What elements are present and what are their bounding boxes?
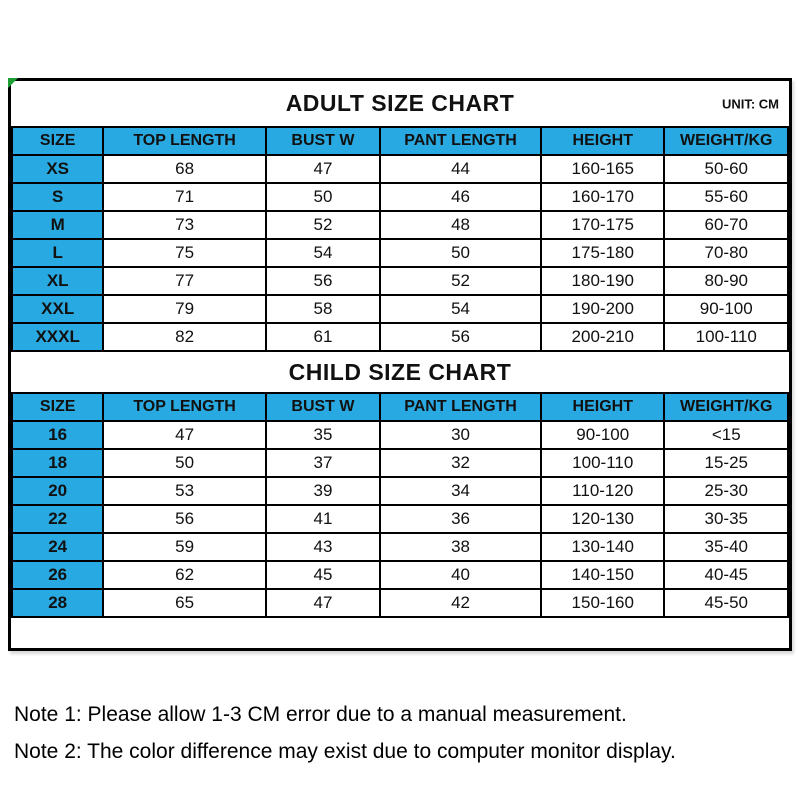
value-cell: 160-170 [541, 183, 664, 211]
value-cell: 46 [380, 183, 541, 211]
value-cell: <15 [664, 421, 788, 449]
column-header: WEIGHT/KG [664, 127, 788, 155]
table-row [12, 155, 788, 183]
table-row [12, 421, 788, 449]
child-size-table [11, 392, 789, 618]
value-cell: 45-50 [664, 589, 788, 617]
notes [14, 696, 676, 770]
value-cell: 48 [380, 211, 541, 239]
column-header: TOP LENGTH [103, 127, 265, 155]
adult-header-row [12, 127, 788, 155]
value-cell: 190-200 [541, 295, 664, 323]
value-cell: 34 [380, 477, 541, 505]
value-cell: 25-30 [664, 477, 788, 505]
value-cell: 50 [103, 449, 265, 477]
value-cell: 36 [380, 505, 541, 533]
child-header-row [12, 393, 788, 421]
value-cell: 50 [266, 183, 380, 211]
value-cell: 80-90 [664, 267, 788, 295]
size-cell: XXXL [12, 323, 103, 351]
value-cell: 35 [266, 421, 380, 449]
value-cell: 77 [103, 267, 265, 295]
column-header: BUST W [266, 127, 380, 155]
value-cell: 37 [266, 449, 380, 477]
size-cell: 22 [12, 505, 103, 533]
size-cell: M [12, 211, 103, 239]
value-cell: 52 [380, 267, 541, 295]
value-cell: 47 [266, 155, 380, 183]
value-cell: 38 [380, 533, 541, 561]
adult-chart-title-row [11, 81, 789, 126]
column-header: PANT LENGTH [380, 127, 541, 155]
value-cell: 120-130 [541, 505, 664, 533]
value-cell: 40-45 [664, 561, 788, 589]
value-cell: 32 [380, 449, 541, 477]
value-cell: 30-35 [664, 505, 788, 533]
value-cell: 70-80 [664, 239, 788, 267]
table-row [12, 239, 788, 267]
value-cell: 90-100 [664, 295, 788, 323]
table-row [12, 183, 788, 211]
column-header: SIZE [12, 393, 103, 421]
value-cell: 62 [103, 561, 265, 589]
value-cell: 53 [103, 477, 265, 505]
table-footer-spacer [11, 618, 789, 648]
value-cell: 140-150 [541, 561, 664, 589]
size-cell: 16 [12, 421, 103, 449]
size-cell: 18 [12, 449, 103, 477]
value-cell: 50-60 [664, 155, 788, 183]
size-cell: XL [12, 267, 103, 295]
value-cell: 90-100 [541, 421, 664, 449]
value-cell: 54 [266, 239, 380, 267]
value-cell: 47 [103, 421, 265, 449]
value-cell: 60-70 [664, 211, 788, 239]
value-cell: 52 [266, 211, 380, 239]
value-cell: 35-40 [664, 533, 788, 561]
value-cell: 68 [103, 155, 265, 183]
size-cell: 26 [12, 561, 103, 589]
table-row [12, 449, 788, 477]
size-cell: L [12, 239, 103, 267]
column-header: TOP LENGTH [103, 393, 265, 421]
table-row [12, 533, 788, 561]
value-cell: 160-165 [541, 155, 664, 183]
column-header: HEIGHT [541, 127, 664, 155]
value-cell: 65 [103, 589, 265, 617]
unit-label: UNIT: CM [721, 96, 779, 111]
size-cell: 28 [12, 589, 103, 617]
value-cell: 15-25 [664, 449, 788, 477]
size-cell: XS [12, 155, 103, 183]
note-line-1: Note 1: Please allow 1-3 CM error due to a manual measurement. [14, 703, 627, 726]
value-cell: 110-120 [541, 477, 664, 505]
value-cell: 39 [266, 477, 380, 505]
adult-size-table [11, 126, 789, 352]
note-line-2: Note 2: The color difference may exist due to computer monitor display. [14, 740, 676, 763]
value-cell: 170-175 [541, 211, 664, 239]
child-chart-title: CHILD SIZE CHART [288, 358, 512, 385]
table-row [12, 295, 788, 323]
value-cell: 150-160 [541, 589, 664, 617]
size-cell: 24 [12, 533, 103, 561]
table-row [12, 561, 788, 589]
column-header: WEIGHT/KG [664, 393, 788, 421]
value-cell: 200-210 [541, 323, 664, 351]
value-cell: 30 [380, 421, 541, 449]
value-cell: 45 [266, 561, 380, 589]
value-cell: 56 [380, 323, 541, 351]
column-header: SIZE [12, 127, 103, 155]
adult-chart-title: ADULT SIZE CHART [285, 90, 515, 116]
value-cell: 73 [103, 211, 265, 239]
column-header: HEIGHT [541, 393, 664, 421]
value-cell: 42 [380, 589, 541, 617]
table-row [12, 477, 788, 505]
column-header: PANT LENGTH [380, 393, 541, 421]
table-row [12, 589, 788, 617]
value-cell: 40 [380, 561, 541, 589]
size-chart-table [8, 78, 792, 651]
value-cell: 43 [266, 533, 380, 561]
value-cell: 59 [103, 533, 265, 561]
sheet-corner-marker-icon [8, 78, 18, 88]
value-cell: 47 [266, 589, 380, 617]
value-cell: 79 [103, 295, 265, 323]
table-row [12, 267, 788, 295]
value-cell: 175-180 [541, 239, 664, 267]
value-cell: 82 [103, 323, 265, 351]
column-header: BUST W [266, 393, 380, 421]
table-row [12, 505, 788, 533]
value-cell: 56 [103, 505, 265, 533]
size-cell: S [12, 183, 103, 211]
size-cell: XXL [12, 295, 103, 323]
value-cell: 54 [380, 295, 541, 323]
value-cell: 56 [266, 267, 380, 295]
value-cell: 58 [266, 295, 380, 323]
size-cell: 20 [12, 477, 103, 505]
value-cell: 44 [380, 155, 541, 183]
table-row [12, 323, 788, 351]
value-cell: 100-110 [664, 323, 788, 351]
value-cell: 75 [103, 239, 265, 267]
value-cell: 71 [103, 183, 265, 211]
value-cell: 180-190 [541, 267, 664, 295]
value-cell: 100-110 [541, 449, 664, 477]
value-cell: 130-140 [541, 533, 664, 561]
child-chart-title-row [11, 352, 789, 392]
value-cell: 61 [266, 323, 380, 351]
value-cell: 55-60 [664, 183, 788, 211]
table-row [12, 211, 788, 239]
value-cell: 50 [380, 239, 541, 267]
value-cell: 41 [266, 505, 380, 533]
